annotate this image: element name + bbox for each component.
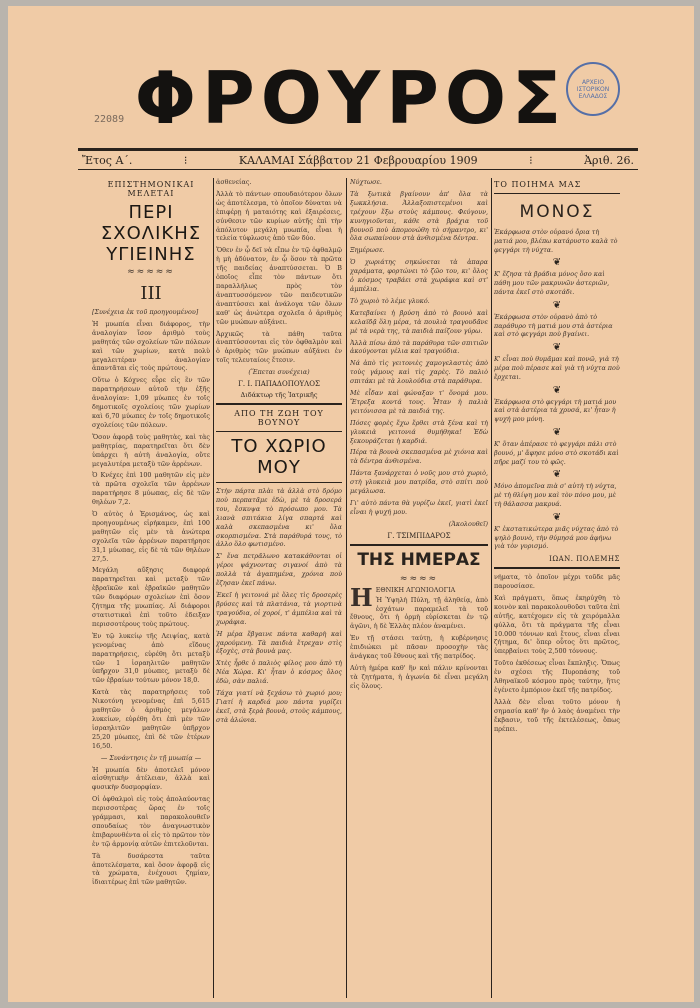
paragraph: Ὅσον ἀφορᾷ τοὺς μαθητὰς, καὶ τὰς μαθητρίας, παρατηρεῖται ὅτι δὲν ὑπάρχει ἡ αὐτὴ ἀναλογία, οὔτε μεγαλυτέρα μεταξὺ τῶν ἀρρένων. bbox=[92, 432, 210, 468]
dateline-separator: ⁝ bbox=[529, 153, 533, 167]
paragraph: Καὶ πράγματι, ὅπως ἐκηρύχθη τὸ κοινὸν καὶ παρακολουθοῦσι ταῦτα ἐπὶ αὐτῆς, κατέχομεν εἰς τὰ χειρόμαλλα φύλλα, ὅτι τὰ πράγματα τῆς εἶναι 10.000 τόννων καὶ ἔτους, εἶναι εἶναι ζήτημα, δι' ὅπερ οὗτος ὅτι πρῶτος, ὑπερβαίνει τοὺς 2,500 τόννους. bbox=[494, 593, 620, 656]
paragraph: Γι' αὐτὸ πάντα θὰ γυρίζω ἐκεῖ, γιατὶ ἐκεῖ εἶναι ἡ ψυχή μου. bbox=[350, 499, 488, 516]
handwritten-note: 22089 bbox=[94, 114, 125, 125]
paragraph: Ἀλλὰ πίσω ἀπὸ τὰ παράθυρα τῶν σπιτιῶν ἀκούγονται γέλια καὶ τραγούδια. bbox=[350, 338, 488, 356]
column-4 bbox=[494, 178, 620, 737]
paragraph: Τὰ ξωτικὰ βγαίνουν ἀπ' ὅλα τὰ ξωκκλήσια. Ἀλλαξοπιστεμένοι καὶ τρέχουν ἔξω στοὺς κάμπους. Φεύγουν, κυνηγιοῦνται, κάθε στὰ βράχια τοῦ βουνοῦ ποὺ ἀπομονώθη τὸ σήμαντρο, κι' ὅλα σωπαίνουν στὰ ἀνθισμένα δέντρα. bbox=[350, 189, 488, 243]
ornament-divider: ≈≈≈≈ bbox=[399, 573, 439, 584]
article-headline: ΤΗΣ ΗΜΕΡΑΣ bbox=[357, 549, 481, 570]
poem-stanza: Κ' εἶναι ποὺ θυμᾶμαι καὶ πονῶ, γιὰ τὴ μέρα ποὺ πέρασε καὶ γιὰ τὴ νύχτα ποὺ ἔρχεται. bbox=[494, 355, 620, 381]
drop-cap: Η bbox=[350, 582, 373, 612]
ornament-divider: ≈≈≈≈≈ bbox=[127, 267, 175, 277]
dateline bbox=[78, 148, 638, 170]
masthead bbox=[8, 58, 694, 138]
paragraph: Ἐκεῖ ἡ γειτονιά μὲ ὅλες τὶς δροσερὲς βρύσες καὶ τὰ πλατάνια, τὰ γιορτινὰ τραγούδια, οἱ χοροί, τ' ἀμπέλια καὶ τὰ χωράφια. bbox=[216, 591, 342, 626]
author-signature: Γ. ΤΣΙΜΠΙΔΑΡΟΣ bbox=[387, 531, 451, 540]
butterfly-ornament-icon: ❦ bbox=[552, 511, 562, 523]
continued-note: (Ἕπεται συνέχεια) bbox=[248, 368, 310, 377]
butterfly-ornament-icon: ❦ bbox=[552, 384, 562, 396]
paragraph: Στὴν πάρτα πλὰι τὰ ἀλλὰ στὸ δρόμο ποὺ περπατᾶμε ἐδὼ, μὲ τὰ δροσερά του, ἔσκυψα τὸ πρόσωπο μου. Τὰ λιανὰ σπιτάκια λίγα σπαρτά καὶ καλὰ σκεπασμένα κι' ὅλα σκορπισμένα. Στὰ παράθυρά τους, τὸ ἀλλο ὅλο φωτισμένο. bbox=[216, 487, 342, 549]
paragraph: Σ' ἕνα πετρᾶλωνο κατακάθονται οἱ γέροι ψάχνοντας σιγανοί ἀπὸ τὰ πολλὰ τὰ ἀγαπημένα, χρόνια ποὺ ἔζησαν ἐκεῖ πάνω. bbox=[216, 552, 342, 588]
newspaper-page bbox=[8, 6, 694, 1002]
paragraph: Ἡ μυωπία εἶναι διάφορος, τὴν ἀναλογίαν ἴσον ἀριθμὸ τοὺς μαθητάς τῶν σχολείων τῶν πόλεων καὶ τῶν χωρίων, κατὰ πολὺ μεγαλειτέραν ἀναλογίαν ἀπαντᾶται εἰς τοὺς πρώτους. bbox=[92, 319, 210, 373]
paragraph: Τὰ δυσάρεστα ταῦτα ἀποτελέσματα, καὶ ὅσον ἀφορᾷ εἰς τὰ χρώματα, ἐνέχουσι ζημίαν, ἰδιαιτέρως ἐπὶ τῶν μαθητῶν. bbox=[92, 851, 210, 887]
paragraph: Ἐν τῷ λυκείῳ τῆς Λειψίας, κατὰ γενομένας ἀπὸ εἴδους παρατηρήσεις, εὑρέθη ὅτι μεταξὺ τῶν 1 ἰσραηλιτῶν μαθητῶν ὑπῆρχον 31,0 μύωπες, μεταξὺ δὲ τῶν ἑβραίων τούτων μόνον 18,0. bbox=[92, 631, 210, 685]
year-label: Ἔτος Α΄. bbox=[82, 153, 133, 167]
poem-title: ΜΟΝΟΣ bbox=[519, 202, 595, 222]
paragraph: Πάντα ξανάρχεται ὁ νοῦς μου στὸ χωριὸ, στὴ γλυκειὰ μου πατρίδα, στὸ σπίτι ποὺ μεγάλωσα. bbox=[350, 469, 488, 496]
paragraph: Πόσες φορὲς ἔχω ἔρθει στὰ ξένα καὶ τὴ γλυκειὰ γειτονιά θυμήθηκα! Ἐδὼ ξεκουράζεται ἡ καρδιά. bbox=[350, 418, 488, 445]
section-rule bbox=[216, 403, 342, 405]
archive-stamp-icon bbox=[566, 62, 620, 116]
subheading: — Συνάντησις ἐν τῇ μυωπίᾳ — bbox=[100, 753, 202, 762]
section-heading: ΑΠΟ ΤΗ ΖΩΗ ΤΟΥ ΒΟΥΝΟΥ bbox=[234, 409, 324, 428]
paragraph: νήματα, τὸ ὁποῖον μέχρι τοῦδε μᾶς παρουσίασε. bbox=[494, 573, 620, 591]
paragraph: Αὐτὴ ἡμέρα καθ' ἣν καὶ πάλιν κρίνονται τὰ ζητήματα, ἡ ἀγωνία δὲ εἶναι μεγάλη εἰς ὅλους. bbox=[350, 663, 488, 690]
poem-stanza: Ἐκάρφωσα στὸν οὐρανό ὄρια τὴ ματιά μου, βλέπω κατάρυστο καλὰ τὸ φεγγάρι τὴ νύχτα. bbox=[494, 228, 618, 254]
article-headline: ΤΟ ΧΩΡΙΟ ΜΟΥ bbox=[231, 436, 327, 479]
section-rule bbox=[494, 567, 620, 569]
butterfly-ornament-icon: ❦ bbox=[552, 257, 562, 269]
continued-note: (Ἀκολουθεῖ) bbox=[448, 519, 488, 528]
column-1 bbox=[92, 178, 210, 890]
issue-number: Ἀριθ. 26. bbox=[584, 153, 634, 167]
paragraph: Ὁ χωριάτης σηκώνεται τὰ ἀπαρα χαράματα, φορτώνει τὸ ζῶο του, κι' ὅλος ὁ κόσμος τραβάει στὰ χωράφια καὶ στ' ἀμπέλια. bbox=[350, 258, 488, 293]
section-rule bbox=[216, 431, 342, 432]
poem-stanza: Κ' ἔζησα τὰ βράδια μόνος ὅσο καὶ πάθη μου τῶν μακρυνῶν ἀστεριῶν, πάντα ἐκεῖ στὸ σκοτάδι. bbox=[494, 270, 610, 296]
column-divider bbox=[491, 178, 492, 998]
author-signature: Γ. Ι. ΠΑΠΑΔΟΠΟΥΛΟΣ bbox=[238, 380, 320, 389]
section-heading: ΕΠΙΣΤΗΜΟΝΙΚΑΙ ΜΕΛΕΤΑΙ bbox=[107, 180, 195, 198]
paragraph: Ἀλλὰ τὸ πάντων σπουδαιότερον ὅλων ὡς ἀποτέλεσμα, τὸ ὁποῖον δύναται νὰ ἐπιφέρῃ ἡ ματαιότης καὶ ἐξαιρέσεις, σύνθεσιν τῶν κυρίων αὐτῆς ἐπὶ τὴν ἀπόλυτον μεγάλη μυωπία, εἶναι ἡ τελεία τύφλωσις ἀπὸ τῶν δύο. bbox=[216, 189, 342, 243]
paragraph: Μεγάλη αὔξησις διαφορά παρατηρεῖται καὶ μεταξὺ τῶν ἑβραϊκῶν καὶ ἑβραϊκῶν μαθητῶν τῶν διαφόρων σχολείων ἐπὶ ὅσον ζήτημα τῆς μυωπίας. Αἱ διάφοροι στατιστικαὶ ἐπὶ τοῦτο ἐδειξαν περισσοτέρους τοὺς πρώτους. bbox=[92, 566, 210, 628]
poem-stanza: Μόνο ἀπομεῖνα πιὰ σ' αὐτὴ τὴ νύχτα, μὲ τὴ θλίψη μου καὶ τὸν πόνο μου, μὲ τὴ θάλασσα μακρυά. bbox=[494, 482, 617, 508]
paragraph: Ὅθεν ἐν ᾧ δεῖ νὰ εἴπω ἐν τῷ ὀφθαλμῷ ἡ μὴ ἀδύνατον, ἐν ᾧ ὅσον τὰ πρῶτα τῆς παιδείας ἀναπτύσσεται. Ὁ Β ὁποῖος εἶπε τὸν πάντων ὅτι παραλλήλως πρὸς τὸν ἀναπτυσσόμενον τῶν παιδευτικῶν ἀναπτύσσει καὶ ἀνάλογα τῶν ὅλων καθ' ὡς ἀνώτερα σχολεῖα ὁ ἀριθμὸς τῶν μυώπων αὐξάνει. bbox=[216, 246, 342, 326]
section-rule bbox=[494, 193, 620, 194]
column-divider bbox=[213, 178, 214, 998]
poem-stanza: Ἐκάρφωσα στὸν οὐρανὸ ἀπὸ τὸ παράθυρο τὴ ματιά μου στὰ ἀστέρια καὶ στὸ φεγγάρι ποὺ βγαίνει. bbox=[494, 312, 613, 339]
subheading: ΕΘΝΙΚΗ ΑΓΩΝΙΟΛΟΓΙΑ bbox=[375, 585, 456, 594]
part-number: III bbox=[140, 283, 162, 304]
column-3 bbox=[350, 178, 488, 694]
paragraph: Ἐν τῇ στάσει ταύτῃ, ἡ κυβέρνησις ἐπιδιώκει μὲ πᾶσαν προσοχὴν τὰς ἀνάγκας τοῦ ἔθνους καὶ τῆς πατρίδος. bbox=[350, 634, 488, 661]
paragraph: Οὕτω ὁ Κόχνες εὗρε εἰς ἓν τῶν παρατηρήσεων αὐτοῦ τὴν ἑξῆς ἀναλογίαν: 1,09 μύωπες ἐν τοῖς δημοτικοῖς σχολείοις τῶν χωρίων καὶ 6,70 μύωπες ἐν τοῖς δημοτικοῖς σχολείοις τῶν πόλεων. bbox=[92, 376, 210, 429]
section-rule bbox=[350, 544, 488, 546]
place-date: ΚΑΛΑΜΑΙ Σάββατον 21 Φεβρουαρίου 1909 bbox=[238, 153, 478, 167]
poem-stanza: Κ' ὅταν ἀπέρασε τὸ φεγγάρι πάλι στὸ βουνό, μ' ἄφησε μόνο στὸ σκοτάδι καὶ πῆρε μαζί του τὸ φῶς. bbox=[494, 439, 619, 466]
paragraph: Νά ἀπὸ τὶς γειτονιὲς χαμογελαστὲς ἀπὸ τοὺς γάμους καὶ τὶς χαρὲς. Τὸ παλιὸ σπιτάκι μὲ τὰ λουλούδια στὰ παράθυρα. bbox=[350, 359, 488, 386]
paragraph: Ξημέρωσε. bbox=[350, 246, 385, 255]
paragraph: Ἡ Ὑψηλὴ Πύλη, τῇ ἀληθείᾳ, ἀπὸ ἐσχάτων παραμελεῖ τὰ τοῦ ἔθνους, ὅτι ἡ ὁρμὴ εὑρίσκεται ἐν τῷ ἀγῶνι, ἡ δὲ Ἑλλὰς πλέον ἀναμένει. bbox=[350, 595, 488, 631]
paragraph: ἀσθενείας. bbox=[216, 178, 252, 186]
paragraph: Ἀλλὰ δὲν εἶναι τοῦτο μόνον ἡ σημασία καθ' ἣν ὁ λαὸς ἀναμένει τὴν ἔκβασιν, τοῦ τῆς ἐκτελέσεως, ὅπως πρέπει. bbox=[494, 697, 620, 733]
dateline-separator: ⁝ bbox=[183, 153, 188, 167]
butterfly-ornament-icon: ❦ bbox=[552, 299, 562, 311]
section-heading: ΤΟ ΠΟΙΗΜΑ ΜΑΣ bbox=[494, 180, 582, 189]
article-headline: ΠΕΡΙ ΣΧΟΛΙΚΗΣ ΥΓΙΕΙΝΗΣ bbox=[100, 202, 202, 265]
newspaper-title: ΦΡΟΥΡΟΣ bbox=[134, 56, 568, 140]
butterfly-ornament-icon: ❦ bbox=[552, 426, 562, 438]
paragraph: Κατεβαίνει ἡ βρύση ἀπὸ τὸ βουνὸ καὶ κελαϊδᾷ ὅλη μέρα, τὰ πουλιὰ τραγουδᾶνε μὲ τὰ νερὰ της, τὰ παιδιὰ παίζουν γύρω. bbox=[350, 308, 488, 335]
paragraph: Ὁ Κνέχες ἐπὶ 100 μαθητῶν εἰς μὲν τὰ πρῶτα σχολεῖα τῶν ἀρρένων παρατήρησε 8 μύωπας, εἰς δὲ τῶν θηλέων 7,2. bbox=[92, 471, 210, 507]
paragraph: Ἀρχικῶς τὰ πάθη ταῦτα ἀναπτύσσονται εἰς τὸν ὀφθαλμὸν καὶ ὁ ἀριθμὸς τῶν μυώπων αὐξάνει ἐν τοῖς τελευταίοις ἔτεσιν. bbox=[216, 329, 342, 365]
butterfly-ornament-icon: ❦ bbox=[552, 469, 562, 481]
paragraph: Τάχα γιατί νὰ ξεχάσω τὸ χωριό μου; Γιατί ἡ καρδιά μου πάντα γυρίζει ἐκεῖ, στὰ ξερὰ βουνὰ, στοὺς κάμπους, στὰ ἁλώνια. bbox=[216, 689, 342, 724]
paragraph: Πέρα τὰ βουνὰ σκεπασμένα μὲ χιόνια καὶ τὰ δέντρα ἀνθισμένα. bbox=[350, 448, 488, 466]
paragraph: Τοῦτο ἐκθέσεως εἶναι ἔκπληξις. Ὅπως ἐν σχέσει τῆς Πυροπάσης τοῦ Ἀθηναϊκοῦ κόσμου πρὸς ταύτην, ἥτις ἐγένετο ἐμπόριον ἐκεῖ τῆς πατρίδος. bbox=[494, 659, 620, 694]
section-rule bbox=[216, 482, 342, 483]
continued-note: [Συνέχεια ἐκ τοῦ προηγουμένου] bbox=[92, 308, 199, 316]
column-2 bbox=[216, 178, 342, 728]
butterfly-ornament-icon: ❦ bbox=[552, 342, 562, 354]
paragraph: Ἡ μέρα ἔβγαινε πάντα καθαρὴ καὶ χαρούμενη. Τὰ παιδιὰ ἔτρεχαν στὶς ἐξοχὲς, στὰ βουνὰ μας. bbox=[216, 629, 342, 656]
author-title: Διδάκτωρ τῆς Ἰατρικῆς bbox=[240, 391, 318, 400]
poem-stanza: Ἐκάρφωσα στὸ φεγγάρι τὴ ματιά μου καὶ στὰ ἀστέρια τὰ χρυσά, κι' ἦταν ἡ ψυχή μου μόνη. bbox=[494, 397, 617, 424]
poem-stanza: Κ' ἐκστατικώτερα μιᾶς νύχτας ἀπὸ τὸ ψηλὸ βουνὸ, τὴν θύμησά μου ἀφήνω γιὰ τὸν γυρισμό. bbox=[494, 524, 619, 551]
paragraph: Κατὰ τὰς παρατηρήσεις τοῦ Νικοτόνη γενομένας ἐπὶ 5,615 μαθητῶν ὁ ἀριθμὸς μεγάλων λυκείων, εὑρέθη ὅτι ἐπὶ μὲν τῶν ἰσραηλιτῶν μαθητῶν ὑπῆρχον 25,20 μύωπες, ἐπὶ δὲ τῶν ἑτέρων 16,50. bbox=[92, 688, 210, 750]
paragraph: Τὸ χωριὸ τὸ λέμε γλυκό. bbox=[350, 296, 430, 305]
paragraph: Οἱ ὀφθαλμοὶ εἰς τοὺς ἀπολαύοντας περισσοτέρας ὥρας ἐν τοῖς γράμμασι, καὶ παρακολουθεῖν σπουδαίως τὸν ἀναγνωστικὸν ἐπιβαρυνθέντα οἱ εἰς τὸ πρῶτον τὸν ἐν τῷ ἁρμονίᾳ αὐτῶν ἐπιτελοῦνται. bbox=[92, 795, 210, 848]
stamp-text: ΑΡΧΕΙΟ ΙΣΤΟΡΙΚΟΝ ΕΛΛΑΔΟΣ bbox=[576, 78, 610, 100]
poem-author: ΙΩΑΝ. ΠΟΛΕΜΗΣ bbox=[549, 555, 620, 564]
paragraph: Χτὲς ἦρθε ὁ παλιὸς φίλος μου ἀπὸ τὴ Νέα Χώρα. Κι' ἦταν ὁ κόσμος ὅλος ἐδὼ, σὰν παλιά. bbox=[216, 659, 342, 686]
paragraph: Νύχτωσε. bbox=[350, 178, 382, 186]
paragraph: Ὁ αὐτὸς ὁ Ἐρισμάνος, ὡς καὶ προηγουμένως εἰρήκαμεν, ἐπὶ 100 μαθητῶν εἰς μὲν τὰ ἀνώτερα σχολεῖα τῶν ἀρρένων παρατήρησε 31,1 μύωπας, εἰς δὲ τὰ τῶν θηλέων 27,5. bbox=[92, 510, 210, 563]
paragraph: Μὲ εἶδαν καὶ φώναξαν τ' ὄνομά μου. Ἔτρεξα κοντά τους. Ἦταν ἡ παλιὰ γειτόνισσα μὲ τὰ παιδιά της. bbox=[350, 389, 488, 415]
paragraph: Ἡ μυωπία δὲν ἀποτελεῖ μόνον αἰσθητικὴν ἀτέλειαν, ἀλλὰ καὶ φυσικὴν δυσμορφίαν. bbox=[92, 765, 210, 792]
column-divider bbox=[346, 178, 347, 998]
